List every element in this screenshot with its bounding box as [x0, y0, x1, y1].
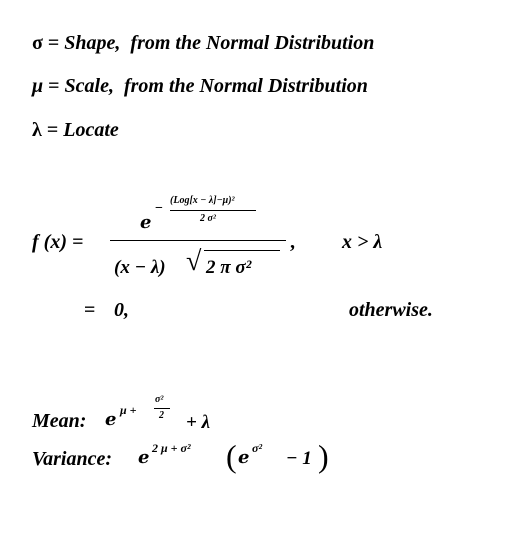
pdf-sqrt-content: 2 π σ² [206, 257, 252, 278]
variance-paren-open: ( [226, 438, 237, 474]
pdf-lhs: f (x) = [32, 231, 84, 253]
definition-mu [32, 76, 368, 96]
mean-label: Mean: [32, 410, 87, 432]
pdf-exp-numerator: (Log[x − λ]−μ)² [170, 195, 235, 206]
pdf-fraction-bar [110, 240, 286, 241]
variance-label: Variance: [32, 448, 112, 470]
mean-exp-num: σ² [155, 394, 164, 405]
mean-tail: + λ [186, 412, 211, 433]
sigma-source: from the Normal Distribution [130, 32, 375, 54]
variance-base: e [138, 447, 150, 468]
mean-exp-fraction-bar [154, 408, 170, 409]
variance-inner-tail: − 1 [286, 448, 312, 469]
pdf-comma: , [290, 231, 295, 253]
definition-sigma [32, 33, 374, 53]
variance-paren-close: ) [318, 438, 329, 474]
pdf-exp-base: e [140, 212, 152, 233]
sqrt-overline [204, 250, 280, 251]
variance-exp: 2 μ + σ² [152, 441, 191, 455]
pdf-exp-denominator: 2 σ² [200, 213, 216, 224]
pdf-exp-fraction-bar [170, 210, 256, 211]
definition-lambda [32, 120, 119, 140]
lambda-equals: = [46, 119, 59, 141]
lambda-name: Locate [63, 119, 119, 141]
sigma-equals: = [47, 32, 60, 54]
otherwise-label: otherwise. [349, 299, 433, 321]
sigma-name: Shape, [64, 32, 121, 54]
otherwise-value: 0, [114, 299, 129, 321]
mean-exp-den: 2 [159, 410, 164, 421]
variance-inner-base: e [238, 447, 250, 468]
mean-base: e [105, 409, 117, 430]
mu-name: Scale, [64, 75, 114, 97]
mu-symbol: μ [32, 75, 44, 97]
mu-source: from the Normal Distribution [123, 75, 368, 97]
sigma-symbol: σ [32, 32, 43, 54]
mean-exp-mu: μ + [120, 403, 137, 417]
otherwise-equals: = [84, 299, 96, 321]
mu-equals: = [48, 75, 60, 97]
variance-inner-exp: σ² [252, 441, 263, 455]
pdf-exp-minus: − [155, 201, 163, 216]
sqrt-icon: √ [186, 246, 202, 277]
pdf-denominator-left: (x − λ) [114, 257, 166, 278]
lambda-symbol: λ [32, 119, 42, 141]
pdf-condition: x > λ [342, 231, 383, 253]
